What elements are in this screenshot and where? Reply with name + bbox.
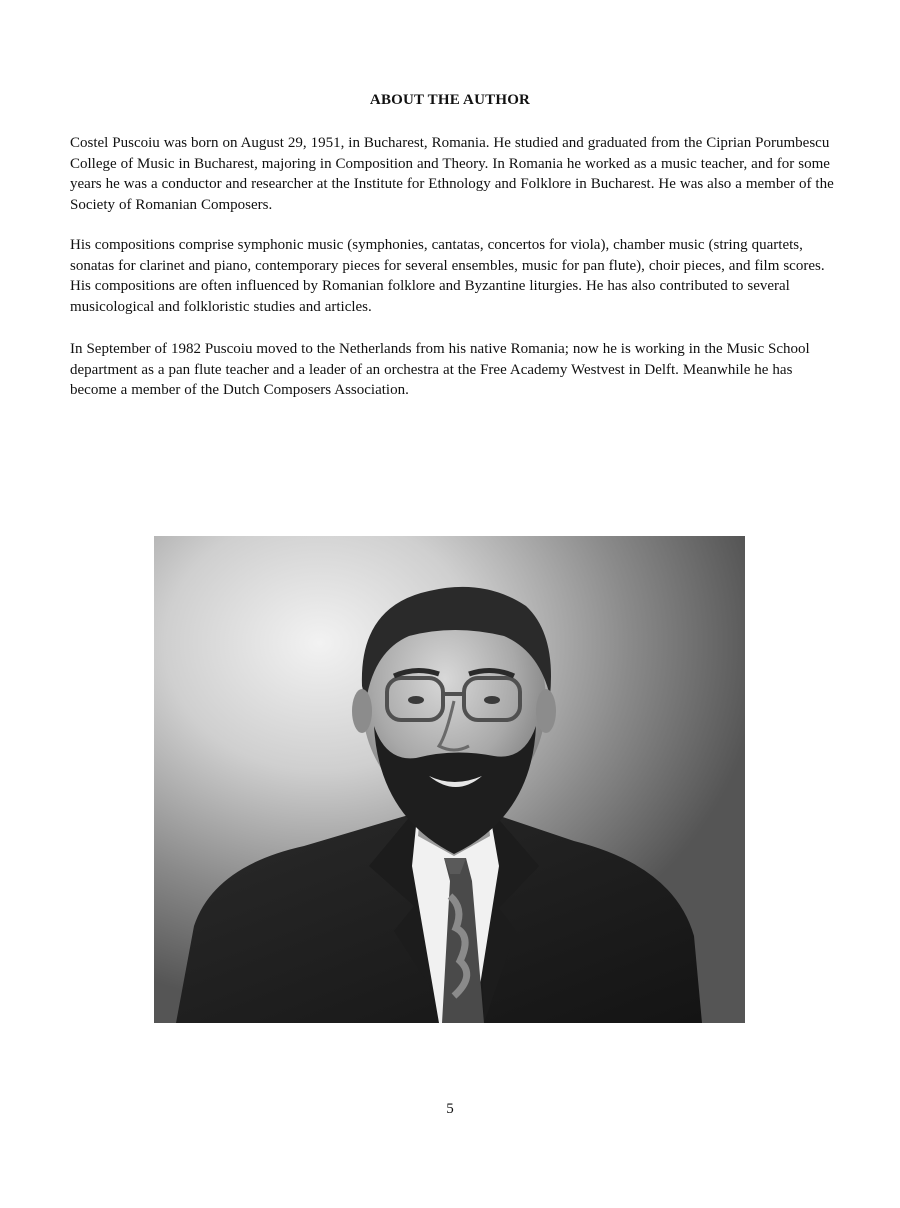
page-title: ABOUT THE AUTHOR [369,92,531,108]
paragraph-compositions: His compositions comprise symphonic music (symphonies, cantatas, concertos for viola), chamber music (string quartets, sonatas for clarinet and piano, contemporary pieces for several ensembles, music for pan flute), choir pieces, and film scores. His compositions are often influenced by Romanian folklore and Byzantine liturgies. He has also contributed to several musicological and folkloristic studies and articles. [70,237,825,316]
author-portrait-photo [154,536,745,1023]
author-portrait-image [154,536,745,1023]
paragraph-biography: Costel Puscoiu was born on August 29, 1951, in Bucharest, Romania. He studied and graduated from the Ciprian Porumbescu College of Music in Bucharest, majoring in Composition and Theory. In Romania he worked as a music teacher, and for some years he was a conductor and researcher at the Institute for Ethnology and Folklore in Bucharest. He was also a member of the Society of Romanian Composers. [70,135,834,214]
page-number: 5 [446,1101,454,1117]
paragraph-netherlands: In September of 1982 Puscoiu moved to the Netherlands from his native Romania; now he is working in the Music School department as a pan flute teacher and a leader of an orchestra at the Free Academy Westvest in Delft. Meanwhile he has become a member of the Dutch Composers Association. [70,341,810,399]
